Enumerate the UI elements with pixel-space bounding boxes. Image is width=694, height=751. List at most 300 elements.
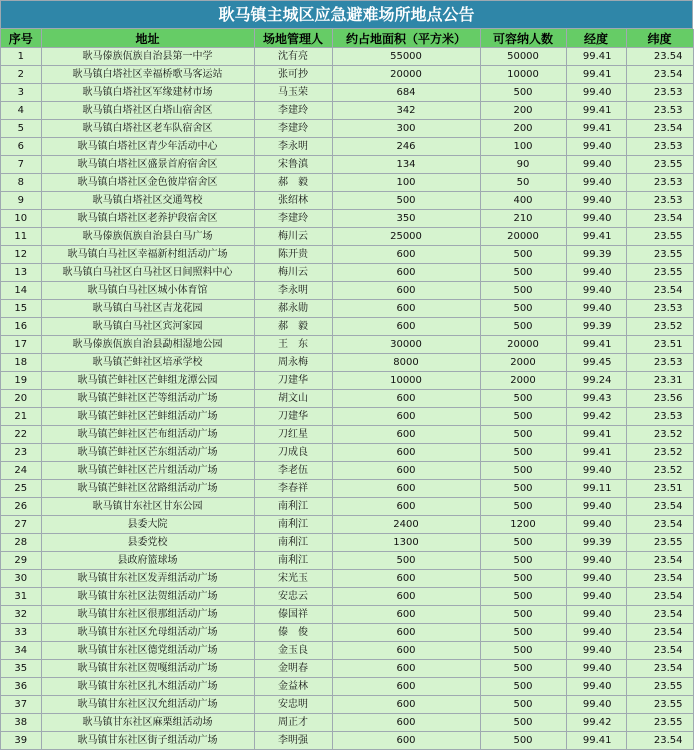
cell-latitude: 23.55 <box>626 156 693 174</box>
cell-manager: 梅川云 <box>254 264 332 282</box>
cell-capacity: 500 <box>480 714 566 732</box>
cell-area: 600 <box>332 588 480 606</box>
cell-area: 600 <box>332 408 480 426</box>
cell-area: 500 <box>332 552 480 570</box>
cell-index: 39 <box>1 732 41 750</box>
cell-address: 耿马镇芒蚌社区芒片组活动广场 <box>41 462 254 480</box>
cell-latitude: 23.52 <box>626 444 693 462</box>
cell-address: 耿马镇甘东社区扎木组活动广场 <box>41 678 254 696</box>
cell-longitude: 99.40 <box>566 696 626 714</box>
cell-latitude: 23.52 <box>626 318 693 336</box>
cell-manager: 宋光玉 <box>254 570 332 588</box>
cell-manager: 安忠云 <box>254 588 332 606</box>
cell-address: 耿马镇白马社区白马社区日间照料中心 <box>41 264 254 282</box>
table-row <box>1 138 693 156</box>
cell-address: 耿马镇甘东社区德党组活动广场 <box>41 642 254 660</box>
cell-latitude: 23.53 <box>626 408 693 426</box>
cell-address: 耿马镇白马社区城小体育馆 <box>41 282 254 300</box>
cell-index: 21 <box>1 408 41 426</box>
cell-latitude: 23.55 <box>626 228 693 246</box>
cell-address: 耿马傣族佤族自治县第一中学 <box>41 48 254 66</box>
cell-manager: 南利江 <box>254 516 332 534</box>
cell-latitude: 23.54 <box>626 660 693 678</box>
cell-manager: 刀建华 <box>254 408 332 426</box>
table-row <box>1 300 693 318</box>
cell-latitude: 23.55 <box>626 246 693 264</box>
cell-longitude: 99.40 <box>566 642 626 660</box>
cell-longitude: 99.42 <box>566 408 626 426</box>
header-longitude: 经度 <box>566 29 626 48</box>
cell-address: 耿马镇白马社区吉龙花园 <box>41 300 254 318</box>
cell-manager: 马玉荣 <box>254 84 332 102</box>
cell-latitude: 23.54 <box>626 588 693 606</box>
cell-capacity: 500 <box>480 732 566 750</box>
cell-manager: 郝永勋 <box>254 300 332 318</box>
cell-manager: 王 东 <box>254 336 332 354</box>
cell-area: 600 <box>332 480 480 498</box>
cell-capacity: 400 <box>480 192 566 210</box>
cell-manager: 南利江 <box>254 534 332 552</box>
cell-latitude: 23.54 <box>626 210 693 228</box>
cell-latitude: 23.53 <box>626 192 693 210</box>
cell-capacity: 500 <box>480 408 566 426</box>
cell-index: 1 <box>1 48 41 66</box>
cell-longitude: 99.41 <box>566 120 626 138</box>
cell-area: 20000 <box>332 66 480 84</box>
table-row <box>1 408 693 426</box>
cell-area: 500 <box>332 192 480 210</box>
cell-address: 耿马镇白塔社区青少年活动中心 <box>41 138 254 156</box>
cell-area: 600 <box>332 660 480 678</box>
cell-longitude: 99.40 <box>566 282 626 300</box>
cell-manager: 沈有亮 <box>254 48 332 66</box>
cell-manager: 胡文山 <box>254 390 332 408</box>
cell-index: 15 <box>1 300 41 318</box>
cell-index: 13 <box>1 264 41 282</box>
cell-index: 24 <box>1 462 41 480</box>
table-row <box>1 678 693 696</box>
cell-capacity: 500 <box>480 426 566 444</box>
cell-address: 耿马镇白塔社区交通驾校 <box>41 192 254 210</box>
cell-manager: 南利江 <box>254 552 332 570</box>
cell-area: 600 <box>332 624 480 642</box>
cell-capacity: 500 <box>480 84 566 102</box>
cell-index: 2 <box>1 66 41 84</box>
table-row <box>1 354 693 372</box>
cell-area: 246 <box>332 138 480 156</box>
cell-index: 32 <box>1 606 41 624</box>
cell-manager: 张绍林 <box>254 192 332 210</box>
cell-index: 3 <box>1 84 41 102</box>
cell-address: 耿马镇甘东社区街子组活动广场 <box>41 732 254 750</box>
cell-capacity: 500 <box>480 318 566 336</box>
cell-index: 31 <box>1 588 41 606</box>
cell-latitude: 23.52 <box>626 426 693 444</box>
cell-manager: 李春祥 <box>254 480 332 498</box>
cell-area: 600 <box>332 714 480 732</box>
header-latitude: 纬度 <box>626 29 693 48</box>
table-row <box>1 570 693 588</box>
cell-latitude: 23.55 <box>626 534 693 552</box>
cell-index: 16 <box>1 318 41 336</box>
cell-longitude: 99.39 <box>566 534 626 552</box>
cell-area: 30000 <box>332 336 480 354</box>
cell-longitude: 99.40 <box>566 660 626 678</box>
cell-address: 耿马镇甘东社区贺嘎组活动广场 <box>41 660 254 678</box>
table-row <box>1 462 693 480</box>
table-row <box>1 696 693 714</box>
cell-address: 耿马镇甘东社区发弄组活动广场 <box>41 570 254 588</box>
cell-capacity: 500 <box>480 534 566 552</box>
table-row <box>1 372 693 390</box>
table-row <box>1 282 693 300</box>
cell-manager: 李永明 <box>254 138 332 156</box>
cell-address: 耿马镇白马社区宾河家园 <box>41 318 254 336</box>
cell-address: 耿马镇芒蚌社区芒等组活动广场 <box>41 390 254 408</box>
cell-manager: 郝 毅 <box>254 318 332 336</box>
cell-manager: 安忠明 <box>254 696 332 714</box>
cell-area: 1300 <box>332 534 480 552</box>
cell-latitude: 23.53 <box>626 174 693 192</box>
cell-capacity: 20000 <box>480 336 566 354</box>
cell-address: 耿马镇甘东社区允母组活动广场 <box>41 624 254 642</box>
cell-latitude: 23.54 <box>626 732 693 750</box>
cell-index: 35 <box>1 660 41 678</box>
cell-area: 600 <box>332 264 480 282</box>
header-capacity: 可容纳人数 <box>480 29 566 48</box>
cell-longitude: 99.40 <box>566 516 626 534</box>
cell-capacity: 500 <box>480 570 566 588</box>
cell-longitude: 99.41 <box>566 66 626 84</box>
header-manager: 场地管理人 <box>254 29 332 48</box>
cell-index: 11 <box>1 228 41 246</box>
cell-capacity: 500 <box>480 696 566 714</box>
header-index: 序号 <box>1 29 41 48</box>
table-row <box>1 516 693 534</box>
cell-address: 耿马镇甘东社区甘东公园 <box>41 498 254 516</box>
cell-longitude: 99.41 <box>566 336 626 354</box>
table-row <box>1 156 693 174</box>
cell-area: 600 <box>332 696 480 714</box>
cell-manager: 周正才 <box>254 714 332 732</box>
cell-capacity: 200 <box>480 120 566 138</box>
cell-capacity: 500 <box>480 624 566 642</box>
header-address: 地址 <box>41 29 254 48</box>
cell-longitude: 99.39 <box>566 246 626 264</box>
cell-longitude: 99.41 <box>566 444 626 462</box>
table-row <box>1 426 693 444</box>
cell-area: 600 <box>332 426 480 444</box>
table-row <box>1 588 693 606</box>
cell-address: 县委党校 <box>41 534 254 552</box>
cell-address: 耿马镇芒蚌社区芒蚌组龙潭公园 <box>41 372 254 390</box>
cell-address: 耿马镇芒蚌社区芒蚌组活动广场 <box>41 408 254 426</box>
cell-manager: 李建玲 <box>254 120 332 138</box>
cell-latitude: 23.53 <box>626 102 693 120</box>
cell-area: 600 <box>332 300 480 318</box>
cell-manager: 金玉良 <box>254 642 332 660</box>
table-row <box>1 174 693 192</box>
cell-index: 7 <box>1 156 41 174</box>
sheet-title: 耿马镇主城区应急避难场所地点公告 <box>1 1 693 29</box>
cell-address: 耿马镇芒蚌社区芒东组活动广场 <box>41 444 254 462</box>
cell-capacity: 500 <box>480 246 566 264</box>
table-row <box>1 84 693 102</box>
cell-address: 耿马镇白塔社区老养护段宿舍区 <box>41 210 254 228</box>
cell-longitude: 99.43 <box>566 390 626 408</box>
cell-longitude: 99.40 <box>566 156 626 174</box>
table-row <box>1 624 693 642</box>
table-row <box>1 642 693 660</box>
cell-area: 55000 <box>332 48 480 66</box>
cell-longitude: 99.45 <box>566 354 626 372</box>
cell-longitude: 99.11 <box>566 480 626 498</box>
table-row <box>1 48 693 66</box>
cell-capacity: 500 <box>480 606 566 624</box>
cell-latitude: 23.51 <box>626 336 693 354</box>
cell-latitude: 23.54 <box>626 48 693 66</box>
cell-capacity: 500 <box>480 462 566 480</box>
table-row <box>1 660 693 678</box>
shelter-table <box>1 29 694 750</box>
cell-latitude: 23.55 <box>626 696 693 714</box>
cell-manager: 李明强 <box>254 732 332 750</box>
cell-capacity: 90 <box>480 156 566 174</box>
cell-latitude: 23.54 <box>626 120 693 138</box>
cell-index: 29 <box>1 552 41 570</box>
cell-address: 耿马镇白塔社区老车队宿舍区 <box>41 120 254 138</box>
cell-address: 耿马镇芒蚌社区芒布组活动广场 <box>41 426 254 444</box>
cell-latitude: 23.53 <box>626 354 693 372</box>
cell-latitude: 23.54 <box>626 66 693 84</box>
cell-area: 600 <box>332 732 480 750</box>
cell-address: 耿马镇白塔社区军缘建材市场 <box>41 84 254 102</box>
cell-longitude: 99.40 <box>566 174 626 192</box>
cell-manager: 刀建华 <box>254 372 332 390</box>
cell-longitude: 99.40 <box>566 84 626 102</box>
cell-capacity: 50 <box>480 174 566 192</box>
cell-longitude: 99.41 <box>566 48 626 66</box>
cell-latitude: 23.54 <box>626 552 693 570</box>
cell-area: 600 <box>332 678 480 696</box>
cell-manager: 傣 俊 <box>254 624 332 642</box>
cell-area: 600 <box>332 444 480 462</box>
cell-capacity: 500 <box>480 444 566 462</box>
table-row <box>1 192 693 210</box>
header-area: 约占地面积（平方米） <box>332 29 480 48</box>
cell-longitude: 99.40 <box>566 300 626 318</box>
cell-latitude: 23.51 <box>626 480 693 498</box>
cell-capacity: 500 <box>480 300 566 318</box>
table-row <box>1 714 693 732</box>
cell-latitude: 23.55 <box>626 714 693 732</box>
cell-index: 30 <box>1 570 41 588</box>
cell-longitude: 99.41 <box>566 228 626 246</box>
cell-index: 22 <box>1 426 41 444</box>
cell-capacity: 500 <box>480 480 566 498</box>
cell-longitude: 99.42 <box>566 714 626 732</box>
cell-capacity: 500 <box>480 642 566 660</box>
cell-address: 耿马镇芒蚌社区培承学校 <box>41 354 254 372</box>
cell-manager: 李老伍 <box>254 462 332 480</box>
cell-address: 耿马傣族佤族自治县白马广场 <box>41 228 254 246</box>
cell-area: 2400 <box>332 516 480 534</box>
cell-capacity: 2000 <box>480 372 566 390</box>
cell-manager: 金益林 <box>254 678 332 696</box>
cell-longitude: 99.39 <box>566 318 626 336</box>
cell-manager: 李建玲 <box>254 102 332 120</box>
cell-capacity: 200 <box>480 102 566 120</box>
cell-area: 100 <box>332 174 480 192</box>
cell-capacity: 500 <box>480 498 566 516</box>
cell-index: 34 <box>1 642 41 660</box>
cell-index: 6 <box>1 138 41 156</box>
cell-longitude: 99.40 <box>566 498 626 516</box>
cell-latitude: 23.54 <box>626 624 693 642</box>
cell-area: 134 <box>332 156 480 174</box>
cell-index: 28 <box>1 534 41 552</box>
cell-latitude: 23.54 <box>626 642 693 660</box>
cell-manager: 刀成良 <box>254 444 332 462</box>
cell-address: 耿马镇白塔社区盛景首府宿舍区 <box>41 156 254 174</box>
cell-index: 38 <box>1 714 41 732</box>
cell-capacity: 500 <box>480 678 566 696</box>
cell-index: 33 <box>1 624 41 642</box>
cell-area: 600 <box>332 462 480 480</box>
cell-latitude: 23.54 <box>626 516 693 534</box>
cell-latitude: 23.53 <box>626 138 693 156</box>
cell-longitude: 99.24 <box>566 372 626 390</box>
cell-longitude: 99.40 <box>566 192 626 210</box>
table-row <box>1 552 693 570</box>
cell-area: 600 <box>332 390 480 408</box>
cell-area: 25000 <box>332 228 480 246</box>
cell-latitude: 23.53 <box>626 84 693 102</box>
cell-address: 耿马镇甘东社区很那组活动广场 <box>41 606 254 624</box>
cell-address: 耿马镇白塔社区幸福桥歌马客运站 <box>41 66 254 84</box>
cell-address: 耿马镇甘东社区麻栗组活动场 <box>41 714 254 732</box>
cell-area: 10000 <box>332 372 480 390</box>
cell-area: 600 <box>332 642 480 660</box>
cell-area: 342 <box>332 102 480 120</box>
cell-address: 耿马镇白马社区幸福新村组活动广场 <box>41 246 254 264</box>
cell-capacity: 500 <box>480 282 566 300</box>
header-row <box>1 29 693 48</box>
cell-capacity: 210 <box>480 210 566 228</box>
cell-longitude: 99.40 <box>566 138 626 156</box>
cell-longitude: 99.41 <box>566 426 626 444</box>
cell-address: 耿马傣族佤族自治县勐相湿地公园 <box>41 336 254 354</box>
cell-longitude: 99.40 <box>566 264 626 282</box>
cell-area: 600 <box>332 498 480 516</box>
cell-longitude: 99.41 <box>566 102 626 120</box>
cell-area: 600 <box>332 282 480 300</box>
cell-index: 27 <box>1 516 41 534</box>
cell-latitude: 23.52 <box>626 462 693 480</box>
cell-address: 县政府篮球场 <box>41 552 254 570</box>
cell-index: 18 <box>1 354 41 372</box>
cell-latitude: 23.56 <box>626 390 693 408</box>
cell-manager: 宋鲁滇 <box>254 156 332 174</box>
table-row <box>1 210 693 228</box>
cell-capacity: 100 <box>480 138 566 156</box>
cell-index: 4 <box>1 102 41 120</box>
cell-area: 300 <box>332 120 480 138</box>
cell-manager: 南利江 <box>254 498 332 516</box>
cell-longitude: 99.40 <box>566 678 626 696</box>
cell-index: 10 <box>1 210 41 228</box>
cell-index: 12 <box>1 246 41 264</box>
cell-index: 19 <box>1 372 41 390</box>
cell-area: 600 <box>332 318 480 336</box>
table-row <box>1 732 693 750</box>
cell-index: 14 <box>1 282 41 300</box>
cell-index: 17 <box>1 336 41 354</box>
cell-manager: 傣国祥 <box>254 606 332 624</box>
cell-longitude: 99.40 <box>566 552 626 570</box>
cell-longitude: 99.40 <box>566 462 626 480</box>
cell-manager: 金明春 <box>254 660 332 678</box>
table-row <box>1 318 693 336</box>
cell-index: 25 <box>1 480 41 498</box>
cell-capacity: 10000 <box>480 66 566 84</box>
cell-latitude: 23.55 <box>626 264 693 282</box>
cell-longitude: 99.41 <box>566 732 626 750</box>
cell-index: 8 <box>1 174 41 192</box>
cell-latitude: 23.54 <box>626 282 693 300</box>
table-row <box>1 444 693 462</box>
table-row <box>1 120 693 138</box>
table-row <box>1 480 693 498</box>
cell-capacity: 500 <box>480 264 566 282</box>
cell-manager: 周永梅 <box>254 354 332 372</box>
cell-capacity: 50000 <box>480 48 566 66</box>
cell-area: 350 <box>332 210 480 228</box>
cell-capacity: 500 <box>480 390 566 408</box>
cell-address: 耿马镇甘东社区汉允组活动广场 <box>41 696 254 714</box>
cell-index: 37 <box>1 696 41 714</box>
table-row <box>1 264 693 282</box>
cell-manager: 陈开贵 <box>254 246 332 264</box>
cell-capacity: 1200 <box>480 516 566 534</box>
cell-manager: 刀红星 <box>254 426 332 444</box>
cell-area: 600 <box>332 570 480 588</box>
cell-address: 耿马镇芒蚌社区岔路组活动广场 <box>41 480 254 498</box>
cell-manager: 梅川云 <box>254 228 332 246</box>
table-row <box>1 246 693 264</box>
table-row <box>1 606 693 624</box>
cell-capacity: 500 <box>480 588 566 606</box>
cell-longitude: 99.40 <box>566 588 626 606</box>
cell-capacity: 20000 <box>480 228 566 246</box>
cell-index: 26 <box>1 498 41 516</box>
cell-latitude: 23.54 <box>626 570 693 588</box>
cell-index: 36 <box>1 678 41 696</box>
cell-capacity: 500 <box>480 552 566 570</box>
table-row <box>1 102 693 120</box>
cell-capacity: 500 <box>480 660 566 678</box>
cell-manager: 张可抄 <box>254 66 332 84</box>
cell-area: 8000 <box>332 354 480 372</box>
cell-manager: 李建玲 <box>254 210 332 228</box>
cell-latitude: 23.31 <box>626 372 693 390</box>
cell-address: 县委大院 <box>41 516 254 534</box>
table-row <box>1 336 693 354</box>
cell-manager: 郝 毅 <box>254 174 332 192</box>
cell-index: 9 <box>1 192 41 210</box>
table-row <box>1 498 693 516</box>
cell-address: 耿马镇白塔社区白塔山宿舍区 <box>41 102 254 120</box>
